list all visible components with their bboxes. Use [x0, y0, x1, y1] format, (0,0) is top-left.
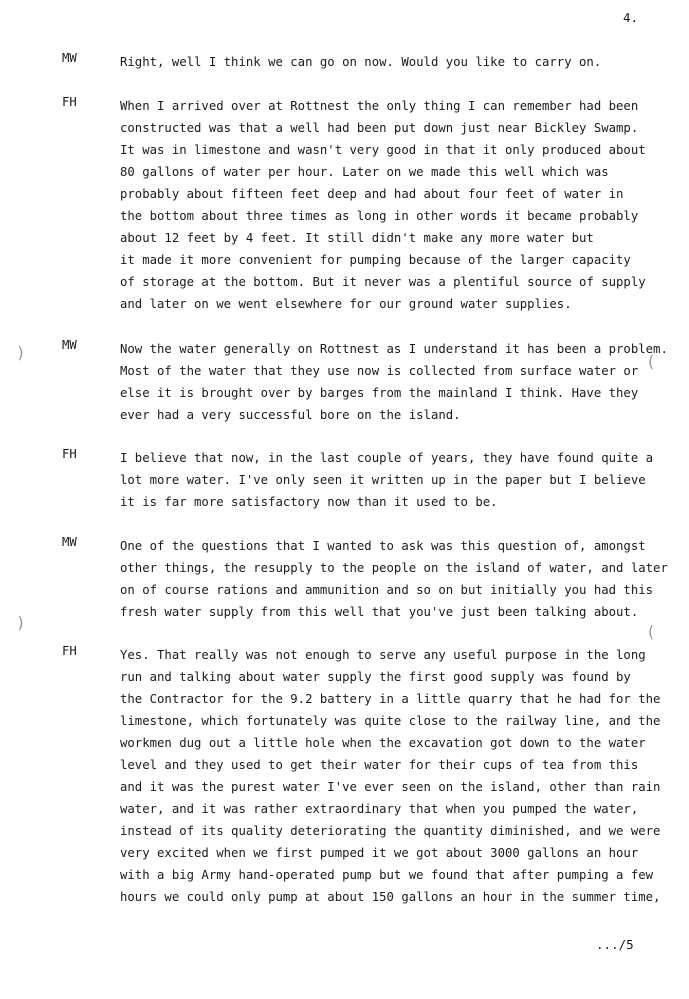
continuation-marker: .../5 [596, 937, 634, 952]
binder-hole-mark: ( [646, 622, 656, 641]
page-number: 4. [623, 10, 639, 25]
text-line: probably about fifteen feet deep and had about four feet of water in [120, 187, 624, 201]
speaker-label: MW [62, 338, 77, 352]
speaker-label: FH [62, 644, 77, 658]
text-line: of storage at the bottom. But it never was a plentiful source of supply [120, 275, 646, 289]
speaker-label: MW [62, 51, 77, 65]
paragraph [120, 51, 680, 73]
text-line: water, and it was rather extraordinary that when you pumped the water, [120, 802, 639, 816]
text-line: workmen dug out a little hole when the excavation got down to the water [120, 736, 646, 750]
text-line: limestone, which fortunately was quite close to the railway line, and the [120, 714, 661, 728]
speaker-label: MW [62, 535, 77, 549]
text-line: Yes. That really was not enough to serve any useful purpose in the long [120, 648, 646, 662]
text-line: it is far more satisfactory now than it used to be. [120, 495, 498, 509]
text-line: the Contractor for the 9.2 battery in a little quarry that he had for the [120, 692, 661, 706]
binder-hole-mark: ) [16, 343, 26, 362]
text-line: Right, well I think we can go on now. Would you like to carry on. [120, 55, 602, 69]
text-line: level and they used to get their water for their cups of tea from this [120, 758, 639, 772]
binder-hole-mark: ( [646, 352, 656, 371]
text-line: I believe that now, in the last couple of years, they have found quite a [120, 451, 654, 465]
text-line: Most of the water that they use now is collected from surface water or [120, 364, 639, 378]
text-line: It was in limestone and wasn't very good in that it only produced about [120, 143, 646, 157]
text-line: run and talking about water supply the first good supply was found by [120, 670, 631, 684]
paragraph [120, 535, 680, 623]
text-line: else it is brought over by barges from the mainland I think. Have they [120, 386, 639, 400]
text-line: on of course rations and ammunition and so on but initially you had this [120, 583, 654, 597]
text-line: the bottom about three times as long in other words it became probably [120, 209, 639, 223]
paragraph [120, 644, 680, 908]
text-line: it made it more convenient for pumping because of the larger capacity [120, 253, 631, 267]
text-line: constructed was that a well had been put down just near Bickley Swamp. [120, 121, 639, 135]
text-line: Now the water generally on Rottnest as I understand it has been a problem. [120, 342, 668, 356]
text-line: 80 gallons of water per hour. Later on we made this well which was [120, 165, 609, 179]
text-line: and later on we went elsewhere for our ground water supplies. [120, 297, 572, 311]
binder-hole-mark: ) [16, 613, 26, 632]
speaker-label: FH [62, 447, 77, 461]
speaker-label: FH [62, 95, 77, 109]
paragraph [120, 338, 680, 426]
text-line: about 12 feet by 4 feet. It still didn't make any more water but [120, 231, 594, 245]
paragraph [120, 447, 680, 513]
text-line: very excited when we first pumped it we got about 3000 gallons an hour [120, 846, 639, 860]
text-line: ever had a very successful bore on the island. [120, 408, 461, 422]
text-line: with a big Army hand-operated pump but we found that after pumping a few [120, 868, 654, 882]
text-line: hours we could only pump at about 150 gallons an hour in the summer time, [120, 890, 661, 904]
text-line: lot more water. I've only seen it written up in the paper but I believe [120, 473, 646, 487]
text-line: and it was the purest water I've ever seen on the island, other than rain [120, 780, 661, 794]
paragraph [120, 95, 680, 315]
text-line: fresh water supply from this well that you've just been talking about. [120, 605, 639, 619]
text-line: One of the questions that I wanted to ask was this question of, amongst [120, 539, 646, 553]
text-line: instead of its quality deteriorating the quantity diminished, and we were [120, 824, 661, 838]
text-line: When I arrived over at Rottnest the only thing I can remember had been [120, 99, 639, 113]
text-line: other things, the resupply to the people on the island of water, and later [120, 561, 668, 575]
